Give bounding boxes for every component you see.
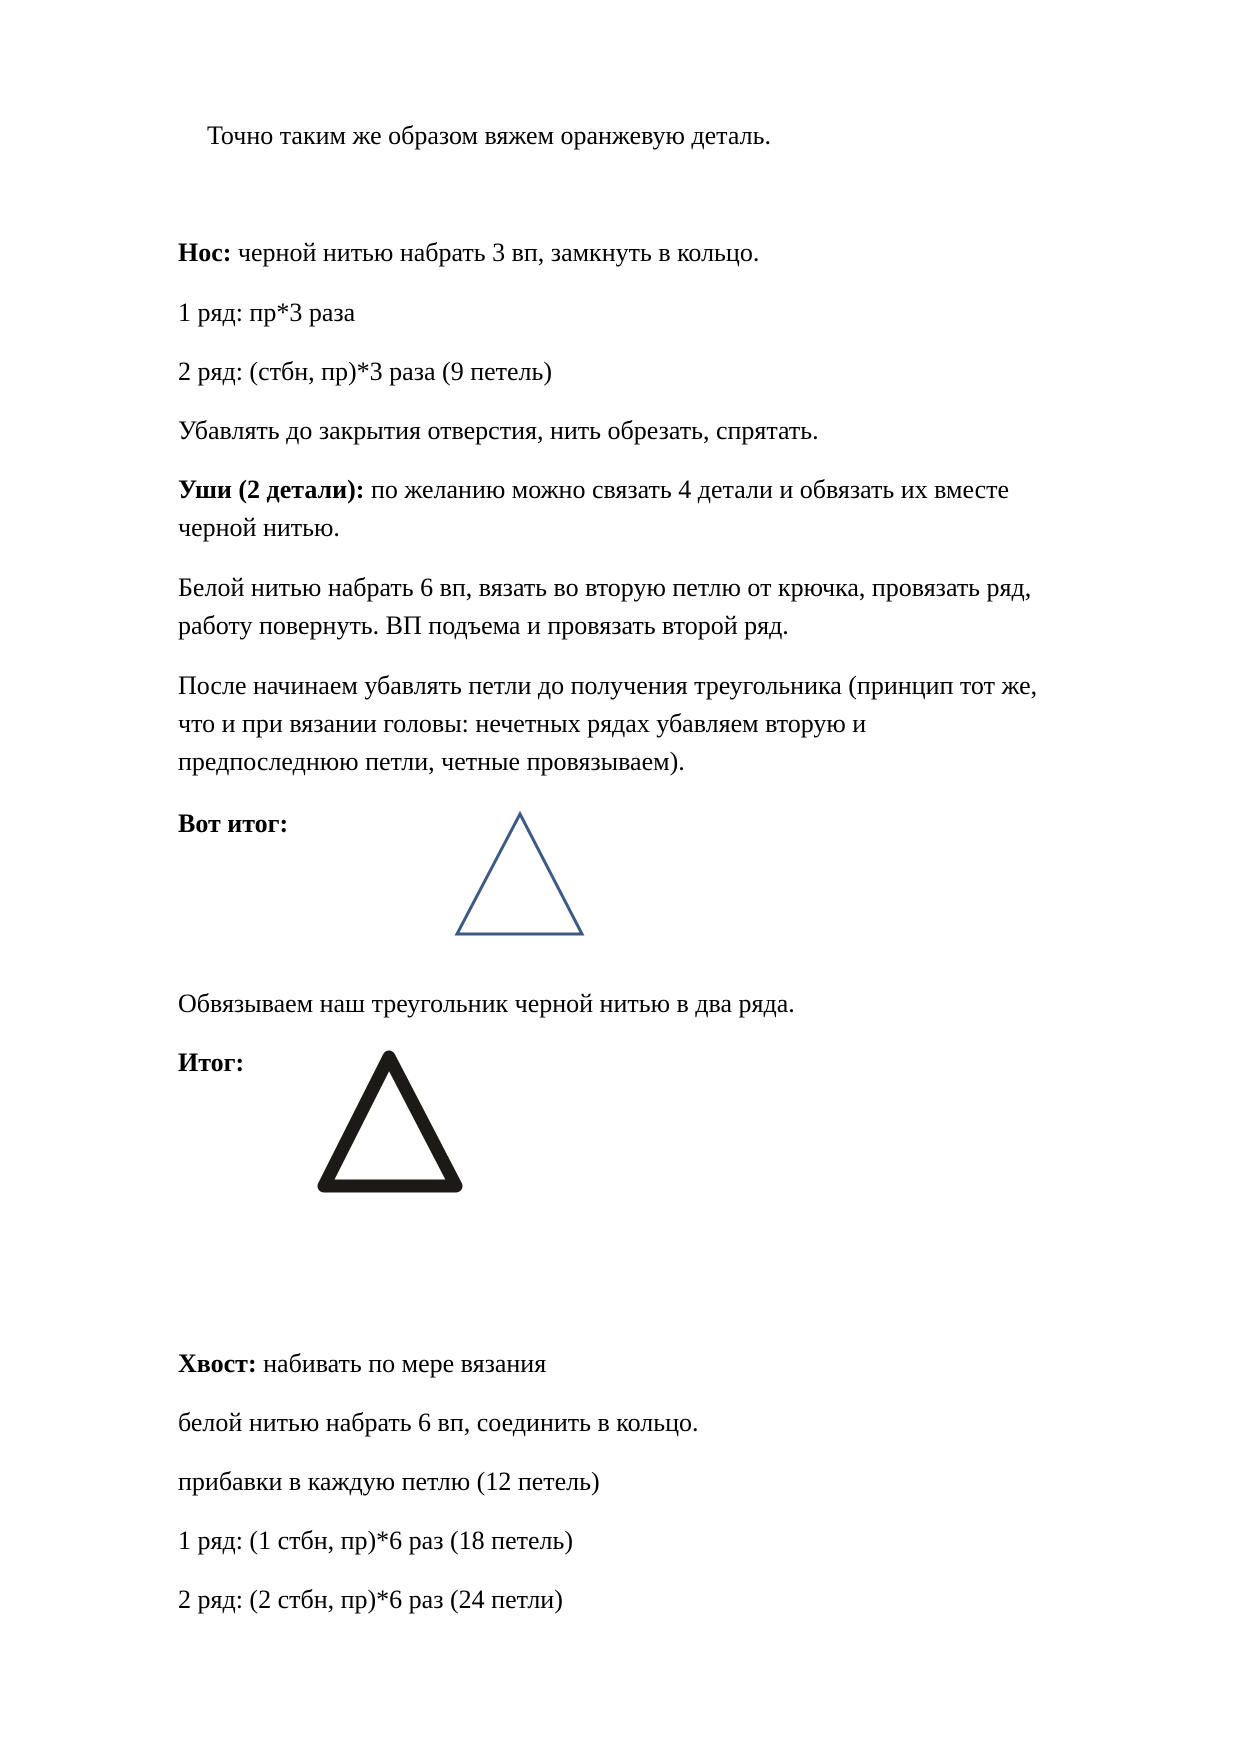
nose-text: черной нитью набрать 3 вп, замкнуть в кольцо. (231, 238, 760, 267)
ears-para2-line-1: Белой нитью набрать 6 вп, вязать во вторую петлю от крючка, провязать ряд, (178, 573, 1032, 602)
ears-paragraph-line-1 (178, 471, 1009, 509)
tail-line-3: прибавки в каждую петлю (12 петель) (178, 1467, 600, 1496)
tail-row-1: 1 ряд: (1 стбн, пр)*6 раз (18 петель) (178, 1526, 574, 1555)
nose-row-1: 1 ряд: пр*3 раза (178, 298, 356, 327)
blue-triangle-outline (450, 810, 590, 938)
ears-para3-line-1: После начинаем убавлять петли до получения треугольника (принцип тот же, (178, 671, 1038, 700)
ears-text: по желанию можно связать 4 детали и обвязать их вместе (364, 475, 1010, 504)
nose-row-2: 2 ряд: (стбн, пр)*3 раза (9 петель) (178, 357, 553, 386)
ears-para3-line-2: что и при вязании головы: нечетных рядах убавляем вторую и (178, 709, 867, 738)
nose-heading: Нос: (178, 238, 232, 267)
edging-paragraph: Обвязываем наш треугольник черной нитью в два ряда. (178, 989, 795, 1018)
intro-paragraph: Точно таким же образом вяжем оранжевую деталь. (207, 121, 771, 150)
tail-line-2: белой нитью набрать 6 вп, соединить в кольцо. (178, 1408, 699, 1437)
tail-paragraph (178, 1345, 546, 1383)
ears-heading: Уши (2 детали): (178, 475, 365, 504)
result-label: Вот итог: (178, 809, 289, 838)
ears-paragraph-line-2: черной нитью. (178, 513, 340, 542)
ears-para3-line-3: предпоследнюю петли, четные провязываем). (178, 747, 685, 776)
tail-row-2: 2 ряд: (2 стбн, пр)*6 раз (24 петли) (178, 1585, 563, 1614)
nose-finish: Убавлять до закрытия отверстия, нить обрезать, спрятать. (178, 416, 819, 445)
tail-text: набивать по мере вязания (256, 1349, 547, 1378)
tail-heading: Хвост: (178, 1349, 257, 1378)
final-label: Итог: (178, 1048, 245, 1077)
nose-paragraph (178, 234, 759, 272)
black-triangle-outline (310, 1045, 470, 1195)
ears-para2-line-2: работу повернуть. ВП подъема и провязать второй ряд. (178, 611, 789, 640)
